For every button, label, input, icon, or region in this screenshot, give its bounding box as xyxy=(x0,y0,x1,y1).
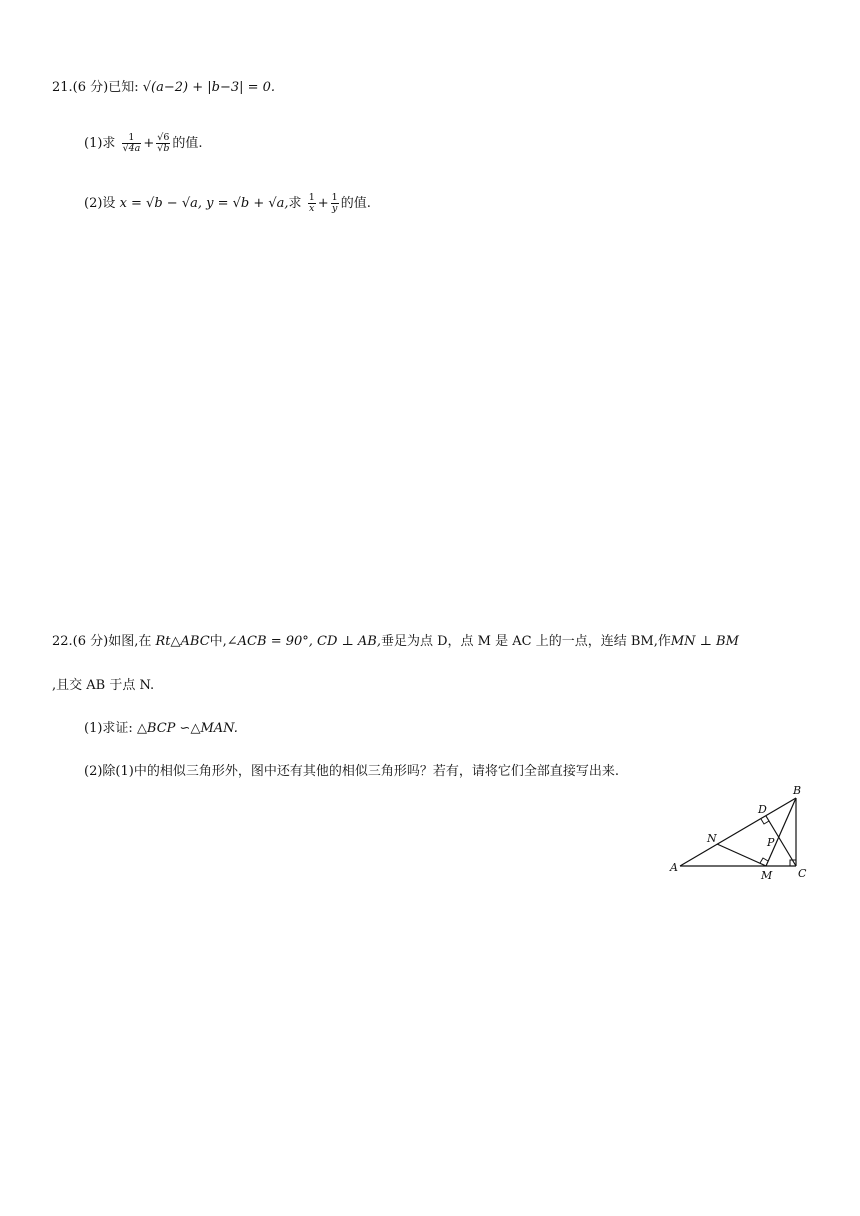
q21-p2-mid: 求 xyxy=(288,196,302,211)
q21-part2: (2)设 x = √b − √a, y = √b + √a,求 $\frac{1}{x}$ + $\frac{1}{y}$ 的值. xyxy=(84,192,371,214)
label-P: P xyxy=(767,836,775,849)
q21-p1-frac1-num: 1 xyxy=(122,133,142,144)
q22-line1-b: 中, xyxy=(209,634,227,649)
segment-MN xyxy=(717,844,766,866)
q21-p1-frac1: $\frac{1}{√4a}$ xyxy=(122,132,141,154)
q21-p2-tail: 的值. xyxy=(340,196,371,211)
q21-p2-frac1-den: x xyxy=(309,203,315,214)
label-C: C xyxy=(798,867,807,880)
q21-p2-label: (2)设 xyxy=(84,196,116,211)
q21-p1-frac2: $\frac{√6}{√b}$ xyxy=(157,132,170,154)
label-A: A xyxy=(670,861,678,874)
q21-p2-expr: x = √b − √a, y = √b + √a, xyxy=(119,196,289,211)
q21-p1-frac1-den: 4a xyxy=(128,143,141,154)
q21-p2-frac2 xyxy=(331,193,339,214)
q22-line1-a: 22.(6 分)如图,在 xyxy=(52,634,152,649)
q22-line1 xyxy=(52,633,739,651)
q21-title xyxy=(52,79,275,97)
right-angle-M xyxy=(760,858,768,863)
q22-part2 xyxy=(84,763,619,781)
q21-given: √(a−2) + |b−3| = 0. xyxy=(142,80,276,95)
label-B: B xyxy=(793,784,802,797)
label-M: M xyxy=(761,869,773,880)
q22-p2-text: (2)除(1)中的相似三角形外，图中还有其他的相似三角形吗？若有，请将它们全部直接写出来. xyxy=(84,764,619,779)
q21-p1-tail: 的值. xyxy=(172,136,203,151)
q21-p2-frac2-num: 1 xyxy=(331,192,338,203)
q21-p1-label: (1)求 xyxy=(84,136,116,151)
q21-p1-frac2-num: 6 xyxy=(163,132,170,143)
q21-p1-frac2-den: b xyxy=(163,143,170,154)
q21-p2-frac1-num: 1 xyxy=(308,192,315,203)
q22-p1-expr: △BCP ∽△MAN. xyxy=(136,721,238,736)
label-D: D xyxy=(758,803,767,816)
q22-part1 xyxy=(84,720,238,738)
q21-part1: (1)求 $\frac{1}{√4a}$ + $\frac{√6}{√b}$ 的值. xyxy=(84,132,203,154)
label-N: N xyxy=(707,832,717,845)
q22-line2 xyxy=(52,677,154,695)
q22-line1-m1: Rt△ABC xyxy=(155,634,210,649)
q21-p2-frac2-den: y xyxy=(331,203,338,214)
q21-p2-frac1 xyxy=(308,193,316,214)
triangle-figure xyxy=(668,782,816,880)
q22-line2-text: ,且交 AB 于点 N. xyxy=(52,678,155,693)
q22-p1-label: (1)求证: xyxy=(84,721,133,736)
q22-line1-m3: MN ⊥ BM xyxy=(670,634,739,649)
segment-BM xyxy=(766,798,796,866)
q22-line1-c: 垂足为点 D，点 M 是 AC 上的一点，连结 BM,作 xyxy=(380,634,671,649)
segment-AB xyxy=(680,798,796,866)
q21-head: 21.(6 分)已知: xyxy=(52,80,139,95)
q22-line1-m2: ∠ACB = 90°, CD ⊥ AB, xyxy=(226,634,381,649)
